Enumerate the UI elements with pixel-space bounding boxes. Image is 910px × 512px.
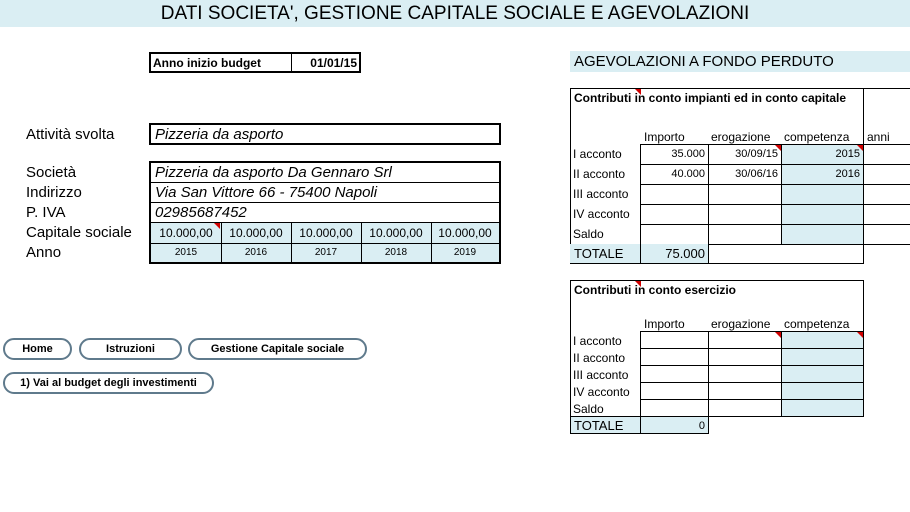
erogazione-cell[interactable]: 30/09/15 — [735, 148, 778, 160]
capital-value[interactable]: 10.000,00 — [369, 226, 423, 240]
year-value: 2016 — [244, 247, 268, 258]
competenza-column-fill — [781, 331, 863, 416]
divider — [151, 202, 499, 203]
capital-label: Capitale sociale — [26, 224, 132, 241]
comment-marker — [775, 145, 781, 151]
activity-value: Pizzeria da asporto — [155, 126, 284, 143]
page-title: DATI SOCIETA', GESTIONE CAPITALE SOCIALE E AGEVOLAZIONI — [160, 3, 750, 24]
divider — [570, 417, 571, 434]
capital-row — [151, 223, 499, 243]
divider — [640, 164, 910, 165]
divider — [291, 223, 292, 262]
column-header-competenza: competenza — [784, 130, 850, 144]
divider — [640, 331, 641, 416]
row-label: II acconto — [573, 351, 626, 365]
column-header-importo: Importo — [644, 317, 685, 331]
divider — [570, 263, 709, 264]
vat-label: P. IVA — [26, 204, 66, 221]
address-value[interactable]: Via San Vittore 66 - 75400 Napoli — [155, 184, 378, 201]
divider — [640, 417, 641, 434]
divider — [640, 399, 864, 400]
divider — [708, 244, 709, 264]
grants-header-bar — [570, 51, 910, 72]
divider — [640, 365, 864, 366]
activity-field[interactable] — [149, 123, 501, 145]
column-header-importo: Importo — [644, 130, 685, 144]
capital-management-button[interactable]: Gestione Capitale sociale — [188, 338, 367, 360]
comment-marker — [635, 89, 641, 95]
budget-start-label: Anno inizio budget — [153, 56, 261, 70]
company-name-label: Società — [26, 164, 77, 181]
operating-total-label: TOTALE — [574, 418, 624, 433]
grants-header: AGEVOLAZIONI A FONDO PERDUTO — [574, 53, 834, 70]
divider — [570, 433, 709, 434]
divider — [863, 144, 864, 244]
column-header-erogazione: erogazione — [711, 317, 771, 331]
divider — [640, 244, 641, 264]
year-value: 2017 — [314, 247, 338, 258]
column-header-competenza: competenza — [784, 317, 850, 331]
divider — [640, 184, 910, 185]
operating-rows — [570, 331, 864, 417]
page-title-bar — [0, 0, 910, 27]
capital-value[interactable]: 10.000,00 — [438, 226, 492, 240]
divider — [291, 54, 292, 71]
row-label: III acconto — [573, 187, 629, 201]
activity-label: Attività svolta — [26, 126, 115, 143]
divider — [708, 331, 709, 416]
divider — [221, 223, 222, 262]
column-header-anni: anni — [867, 130, 890, 144]
operating-total-value: 0 — [698, 420, 705, 432]
divider — [640, 348, 864, 349]
divider — [640, 382, 864, 383]
year-value: 2015 — [174, 247, 198, 258]
divider — [863, 88, 910, 89]
year-value: 2019 — [453, 247, 477, 258]
row-label: IV acconto — [573, 207, 630, 221]
year-value: 2018 — [384, 247, 408, 258]
company-block — [149, 161, 501, 264]
column-header-erogazione: erogazione — [711, 130, 771, 144]
vat-value[interactable]: 02985687452 — [155, 204, 247, 221]
comment-marker — [857, 332, 863, 338]
plant-total-label: TOTALE — [574, 246, 624, 261]
comment-marker — [214, 223, 220, 229]
capital-value[interactable]: 10.000,00 — [159, 226, 213, 240]
year-label: Anno — [26, 244, 62, 261]
row-label: I acconto — [573, 147, 622, 161]
row-label: IV acconto — [573, 385, 630, 399]
plant-grants-title: Contributi in conto impianti ed in conto capitale — [574, 91, 846, 105]
year-row — [151, 244, 499, 262]
comment-marker — [775, 332, 781, 338]
address-label: Indirizzo — [26, 184, 82, 201]
divider — [431, 223, 432, 262]
divider — [708, 417, 709, 434]
competenza-cell[interactable]: 2015 — [835, 148, 860, 160]
instructions-button[interactable]: Istruzioni — [79, 338, 182, 360]
divider — [361, 223, 362, 262]
operating-grants-title: Contributi in conto esercizio — [574, 283, 737, 297]
plant-total-value: 75.000 — [665, 246, 705, 261]
row-label: II acconto — [573, 167, 626, 181]
capital-value[interactable]: 10.000,00 — [229, 226, 283, 240]
divider — [640, 224, 910, 225]
home-button[interactable]: Home — [3, 338, 72, 360]
row-label: I acconto — [573, 334, 622, 348]
erogazione-cell[interactable]: 30/06/16 — [735, 168, 778, 180]
divider — [781, 331, 782, 416]
divider — [640, 331, 864, 332]
divider — [151, 182, 499, 183]
company-name-value[interactable]: Pizzeria da asporto Da Gennaro Srl — [155, 164, 392, 181]
investments-budget-button[interactable]: 1) Vai al budget degli investimenti — [3, 372, 214, 394]
row-label: III acconto — [573, 368, 629, 382]
comment-marker — [857, 145, 863, 151]
competenza-cell[interactable]: 2016 — [835, 168, 860, 180]
plant-rows — [570, 144, 910, 244]
row-label: Saldo — [573, 402, 604, 416]
budget-start-value[interactable]: 01/01/15 — [310, 56, 357, 70]
importo-cell[interactable]: 40.000 — [671, 168, 705, 180]
row-label: Saldo — [573, 227, 604, 241]
capital-value[interactable]: 10.000,00 — [299, 226, 353, 240]
comment-marker — [635, 281, 641, 287]
budget-start-box — [149, 52, 361, 73]
divider — [640, 204, 910, 205]
importo-cell[interactable]: 35.000 — [671, 148, 705, 160]
